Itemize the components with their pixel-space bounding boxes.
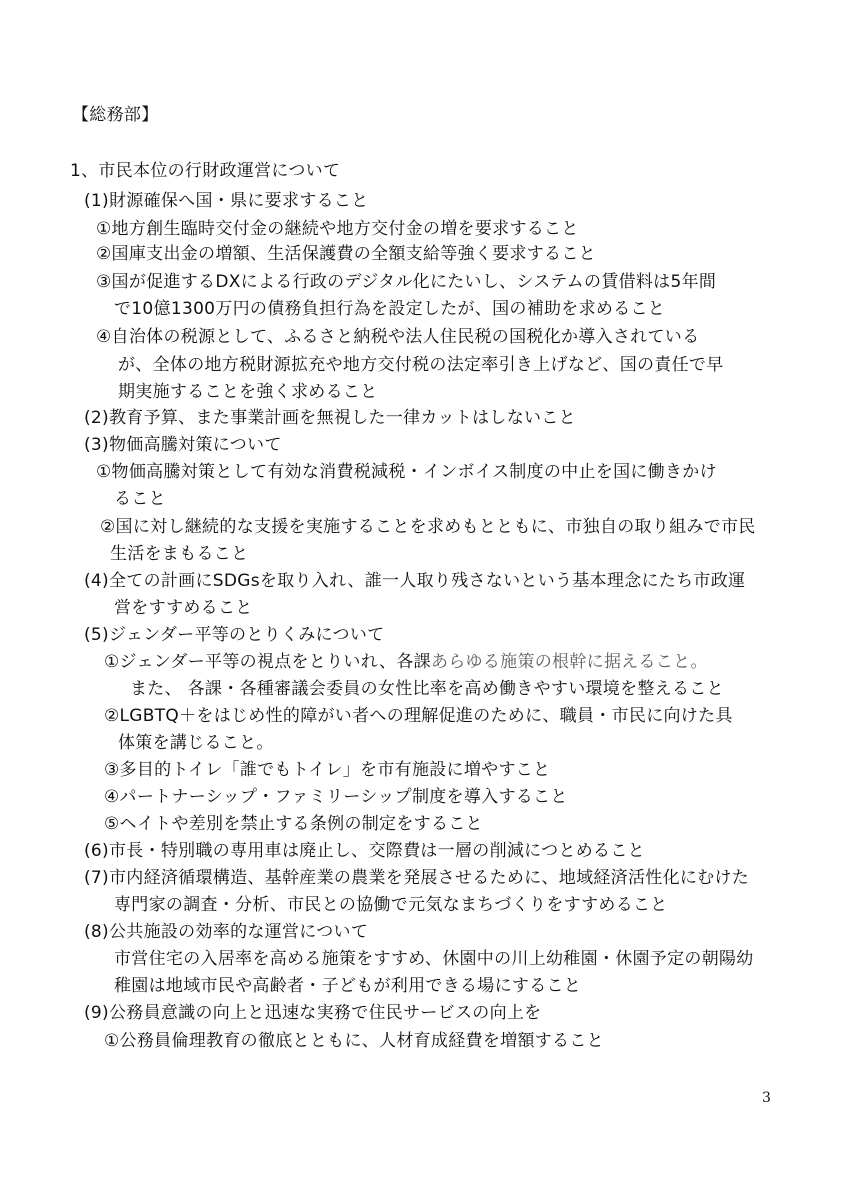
item-9-1: ①公務員倫理教育の徹底とともに、人材育成経費を増額すること (104, 1031, 604, 1051)
item-8: (8)公共施設の効率的な運営について (84, 922, 369, 942)
item-2: (2)教育予算、また事業計画を無視した一律カットはしないこと (84, 408, 576, 428)
item-1-3: ③国が促進するDXによる行政のデジタル化にたいし、システムの賃借料は5年間 (96, 272, 717, 292)
item-8-body: 市営住宅の入居率を高める施策をすすめ、休園中の川上幼稚園・休園予定の朝陽幼 (114, 949, 754, 969)
item-3-1-cont: ること (114, 489, 166, 509)
item-5-5: ⑤ヘイトや差別を禁止する条例の制定をすること (104, 814, 483, 834)
item-1-4: ④自治体の税源として、ふるさと納税や法人住民税の国税化か導入されている (96, 327, 700, 347)
department-heading: 【総務部】 (72, 105, 159, 125)
item-5-1-highlight: あらゆる施策の根幹に据えること。 (430, 652, 708, 672)
item-1-2: ②国庫支出金の増額、生活保護費の全額支給等強く要求すること (96, 244, 596, 264)
item-1-4-cont1: が、全体の地方税財源拡充や地方交付税の法定率引き上げなど、国の責任で早 (118, 355, 724, 375)
item-8-body-cont: 稚園は地域市民や高齢者・子どもが利用できる場にすること (114, 976, 582, 996)
item-5-1 (104, 651, 708, 673)
item-1: (1)財源確保へ国・県に要求すること (84, 191, 369, 211)
item-4: (4)全ての計画にSDGsを取り入れ、誰一人取り残さないという基本理念にたち市政運 (84, 571, 746, 591)
section-title: 1、市民本位の行財政運営について (70, 161, 341, 181)
item-3-2: ②国に対し継続的な支援を実施することを求めもとともに、市独自の取り組みで市民 (100, 517, 756, 537)
page-number: 3 (762, 1090, 771, 1106)
item-9: (9)公務員意識の向上と迅速な実務で住民サービスの向上を (84, 1003, 542, 1023)
item-1-4-cont2: 期実施することを強く求めること (118, 382, 378, 402)
item-6: (6)市長・特別職の専用車は廃止し、交際費は一層の削減につとめること (84, 841, 645, 861)
item-5-1-cont: また、 各課・各種審議会委員の女性比率を高め働きやすい環境を整えること (130, 679, 724, 699)
item-1-3-cont: で10億1300万円の債務負担行為を設定したが、国の補助を求めること (114, 299, 666, 319)
item-3-1: ①物価高騰対策として有効な消費税減税・インボイス制度の中止を国に働きかけ (96, 462, 717, 482)
item-1-1: ①地方創生臨時交付金の継続や地方交付金の増を要求すること (96, 219, 579, 239)
item-3-2-cont: 生活をまもること (110, 544, 249, 564)
item-5-4: ④パートナーシップ・ファミリーシップ制度を導入すること (104, 787, 568, 807)
item-4-cont: 営をすすめること (114, 598, 253, 618)
item-5-3: ③多目的トイレ「誰でもトイレ」を市有施設に増やすこと (104, 760, 551, 780)
item-5: (5)ジェンダー平等のとりくみについて (84, 625, 385, 645)
item-7-cont: 専門家の調査・分析、市民との協働で元気なまちづくりをすすめること (114, 895, 668, 915)
item-5-2-cont: 体策を講じること。 (118, 733, 274, 753)
item-3: (3)物価高騰対策について (84, 435, 282, 455)
item-5-2: ②LGBTQ＋をはじめ性的障がい者への理解促進のために、職員・市民に向けた具 (104, 706, 733, 726)
item-7: (7)市内経済循環構造、基幹産業の農業を発展させるために、地域経済活性化にむけた (84, 868, 750, 888)
item-5-1-text: ①ジェンダー平等の視点をとりいれ、各課 (104, 652, 431, 672)
